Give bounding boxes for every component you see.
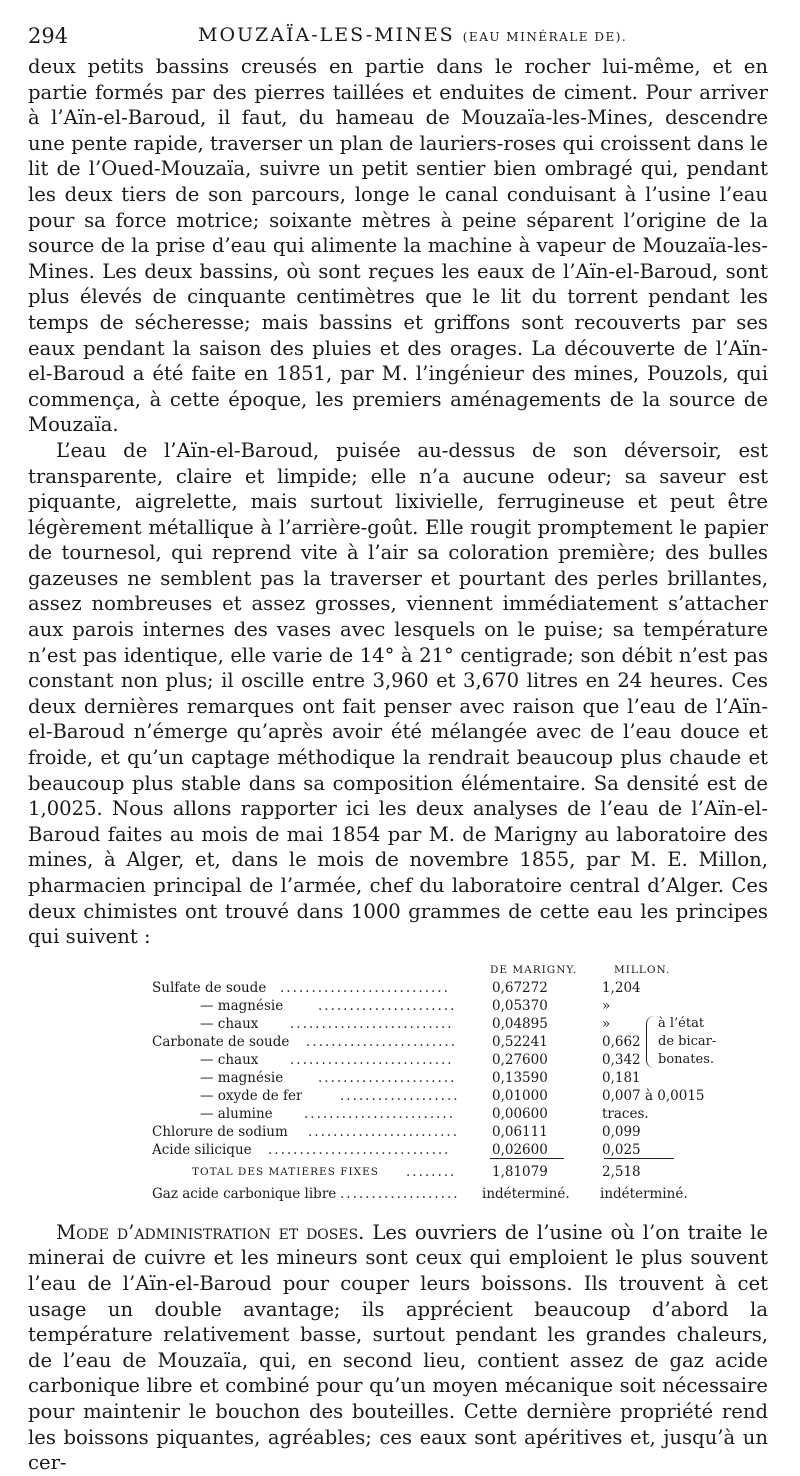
sum-rule-millon <box>604 1158 674 1159</box>
total-marigny: 1,81079 <box>492 1163 548 1180</box>
gas-row <box>28 1186 768 1204</box>
table-row <box>28 1034 768 1052</box>
sum-rule-marigny <box>490 1158 564 1159</box>
value-marigny: 0,00600 <box>492 1105 548 1122</box>
gas-marigny: indéterminé. <box>482 1185 570 1202</box>
row-label: — magnésie <box>200 997 284 1014</box>
row-label: Chlorure de sodium <box>152 1123 288 1140</box>
paragraph-description: L’eau de l’Aïn-el-Baroud, puisée au-dessus de son déversoir, est transparente, claire et limpide; elle n’a aucune odeur; sa saveur est piquante, aigrelette, mais surtout lixivielle, ferrugineuse et peut être légèrement métallique à l’arrière-goût. Elle rougit promptement le papier de tournesol, qui reprend vite à l’air sa coloration première; des bulles gazeuses ne semblent pas la traverser et pourtant des perles brillantes, assez nombreuses et assez grosses, viennent immédiatement s’attacher aux parois internes des vases avec lesquels on le puise; sa température n’est pas identique, elle varie de 14° à 21° centigrade; son débit n’est pas constant non plus; il oscille entre 3,960 et 3,670 litres en 24 heures. Ces deux dernières remarques ont fait penser avec raison que l’eau de l’Aïn-el-Baroud n’émerge qu’après avoir été mélangée avec de l’eau douce et froide, et qu’un captage méthodique la rendrait beaucoup plus chaude et beaucoup plus stable dans sa composition élémentaire. Sa densité est de 1,0025. Nous allons rapporter ici les deux analyses de l’eau de l’Aïn-el-Baroud faites au mois de mai 1854 par M. de Marigny au laboratoire des mines, à Alger, et, dans le mois de novembre 1855, par M. E. Millon, pharmacien principal de l’armée, chef du laboratoire central d’Alger. Ces deux chimistes ont trouvé dans 1000 grammes de cette eau les principes qui suivent : <box>28 438 768 949</box>
running-title-main: MOUZAÏA-LES-MINES <box>198 24 455 46</box>
leader-dots: ...................... <box>318 1069 457 1086</box>
value-marigny: 0,06111 <box>492 1123 548 1140</box>
row-label: — chaux <box>200 1015 259 1032</box>
value-marigny: 0,05370 <box>492 997 548 1014</box>
row-label: Sulfate de soude <box>152 979 267 996</box>
value-marigny: 0,13590 <box>492 1069 548 1086</box>
value-millon: 1,204 <box>602 979 641 996</box>
row-label: — chaux <box>200 1051 259 1068</box>
table-row <box>28 1088 768 1106</box>
value-marigny: 0,04895 <box>492 1015 548 1032</box>
leader-dots: ............................. <box>268 1141 451 1158</box>
leader-dots: .......................... <box>290 1051 454 1068</box>
section-text: Les ouvriers de l’usine où l’on traite le minerai de cuivre et les mineurs sont ceux qui emploient le plus souvent l’eau de l’Aïn-el-Baroud pour couper leurs boissons. Ils trouvent à cet usage un double avantage; ils apprécient beaucoup d’abord la température relativement basse, surtout pendant les grandes chaleurs, de l’eau de Mouzaïa, qui, en second lieu, contient assez de gaz acide carbonique libre et combiné pour qu’un moyen mécanique soit nécessaire pour maintenir le bouchon des bouteilles. Cette dernière propriété rend les boissons piquantes, agréables; ces eaux sont apéritives et, jusqu’à un cer- <box>28 1220 769 1475</box>
row-label: — oxyde de fer <box>200 1087 303 1104</box>
row-label: — alumine <box>200 1105 273 1122</box>
table-row <box>28 980 768 998</box>
section-administration <box>28 1220 768 1476</box>
bracket-note-line: à l’état <box>658 1015 705 1031</box>
analysis-table <box>28 958 768 1214</box>
leader-dots: ........ <box>406 1163 457 1180</box>
value-marigny: 0,52241 <box>492 1033 548 1050</box>
value-millon: 0,342 <box>602 1051 641 1068</box>
leader-dots: ........................ <box>308 1123 459 1140</box>
value-millon: » <box>602 1015 611 1032</box>
page <box>28 18 768 1476</box>
column-header-marigny: DE MARIGNY. <box>490 963 578 976</box>
bracket <box>646 1016 657 1068</box>
value-marigny: 0,27600 <box>492 1051 548 1068</box>
value-millon: traces. <box>602 1105 649 1122</box>
value-marigny: 0,01000 <box>492 1087 548 1104</box>
leader-dots: ................... <box>340 1185 460 1202</box>
gas-label: Gaz acide carbonique libre <box>152 1185 337 1202</box>
table-row <box>28 1070 768 1088</box>
page-number: 294 <box>28 24 69 48</box>
row-label: Acide silicique <box>152 1141 252 1158</box>
table-row <box>28 1124 768 1142</box>
value-millon: 0,025 <box>602 1141 641 1158</box>
table-row <box>28 1106 768 1124</box>
bracket-note-line: de bicar- <box>658 1033 717 1049</box>
value-marigny: 0,02600 <box>492 1141 548 1158</box>
table-row <box>28 998 768 1016</box>
column-header-millon: MILLON. <box>614 963 671 976</box>
value-millon: 0,662 <box>602 1033 641 1050</box>
bracket-note-line: bonates. <box>658 1051 714 1067</box>
gas-millon: indéterminé. <box>600 1185 688 1202</box>
leader-dots: .......................... <box>290 1015 454 1032</box>
running-title-sub: (EAU MINÉRALE DE). <box>462 30 628 44</box>
table-row <box>28 1016 768 1034</box>
value-millon: » <box>602 997 611 1014</box>
leader-dots: ........................ <box>306 1033 457 1050</box>
value-marigny: 0,67272 <box>492 979 548 996</box>
row-label: — magnésie <box>200 1069 284 1086</box>
leader-dots: ........................ <box>304 1105 455 1122</box>
total-label: TOTAL DES MATIÈRES FIXES <box>192 1165 379 1178</box>
leader-dots: ................... <box>340 1087 460 1104</box>
value-millon: 0,007 à 0,0015 <box>602 1087 705 1104</box>
leader-dots: ........................... <box>280 979 450 996</box>
table-row <box>28 1052 768 1070</box>
leader-dots: ...................... <box>318 997 457 1014</box>
running-header <box>28 18 768 54</box>
running-title <box>198 24 627 46</box>
value-millon: 0,181 <box>602 1069 641 1086</box>
total-row <box>28 1164 768 1182</box>
row-label: Carbonate de soude <box>152 1033 290 1050</box>
section-title: Mode d’administration et doses. <box>56 1220 365 1244</box>
value-millon: 0,099 <box>602 1123 641 1140</box>
total-millon: 2,518 <box>602 1163 641 1180</box>
paragraph-continuation: deux petits bassins creusés en partie dans le rocher lui-même, et en partie formés par des pierres taillées et enduites de ciment. Pour arriver à l’Aïn-el-Baroud, il faut, du hameau de Mouzaïa-les-Mines, descendre une pente rapide, traverser un plan de lauriers-roses qui croissent dans le lit de l’Oued-Mouzaïa, suivre un petit sentier bien ombragé qui, pendant les deux tiers de son parcours, longe le canal conduisant à l’usine l’eau pour sa force motrice; soixante mètres à peine séparent l’origine de la source de la prise d’eau qui alimente la machine à vapeur de Mouzaïa-les-Mines. Les deux bassins, où sont reçues les eaux de l’Aïn-el-Baroud, sont plus élevés de cinquante centimètres que le lit du torrent pendant les temps de sécheresse; mais bassins et griffons sont recouverts par ses eaux pendant la saison des pluies et des orages. La découverte de l’Aïn-el-Baroud a été faite en 1851, par M. l’ingénieur des mines, Pouzols, qui commença, à cette époque, les premiers aménagements de la source de Mouzaïa. <box>28 55 768 437</box>
